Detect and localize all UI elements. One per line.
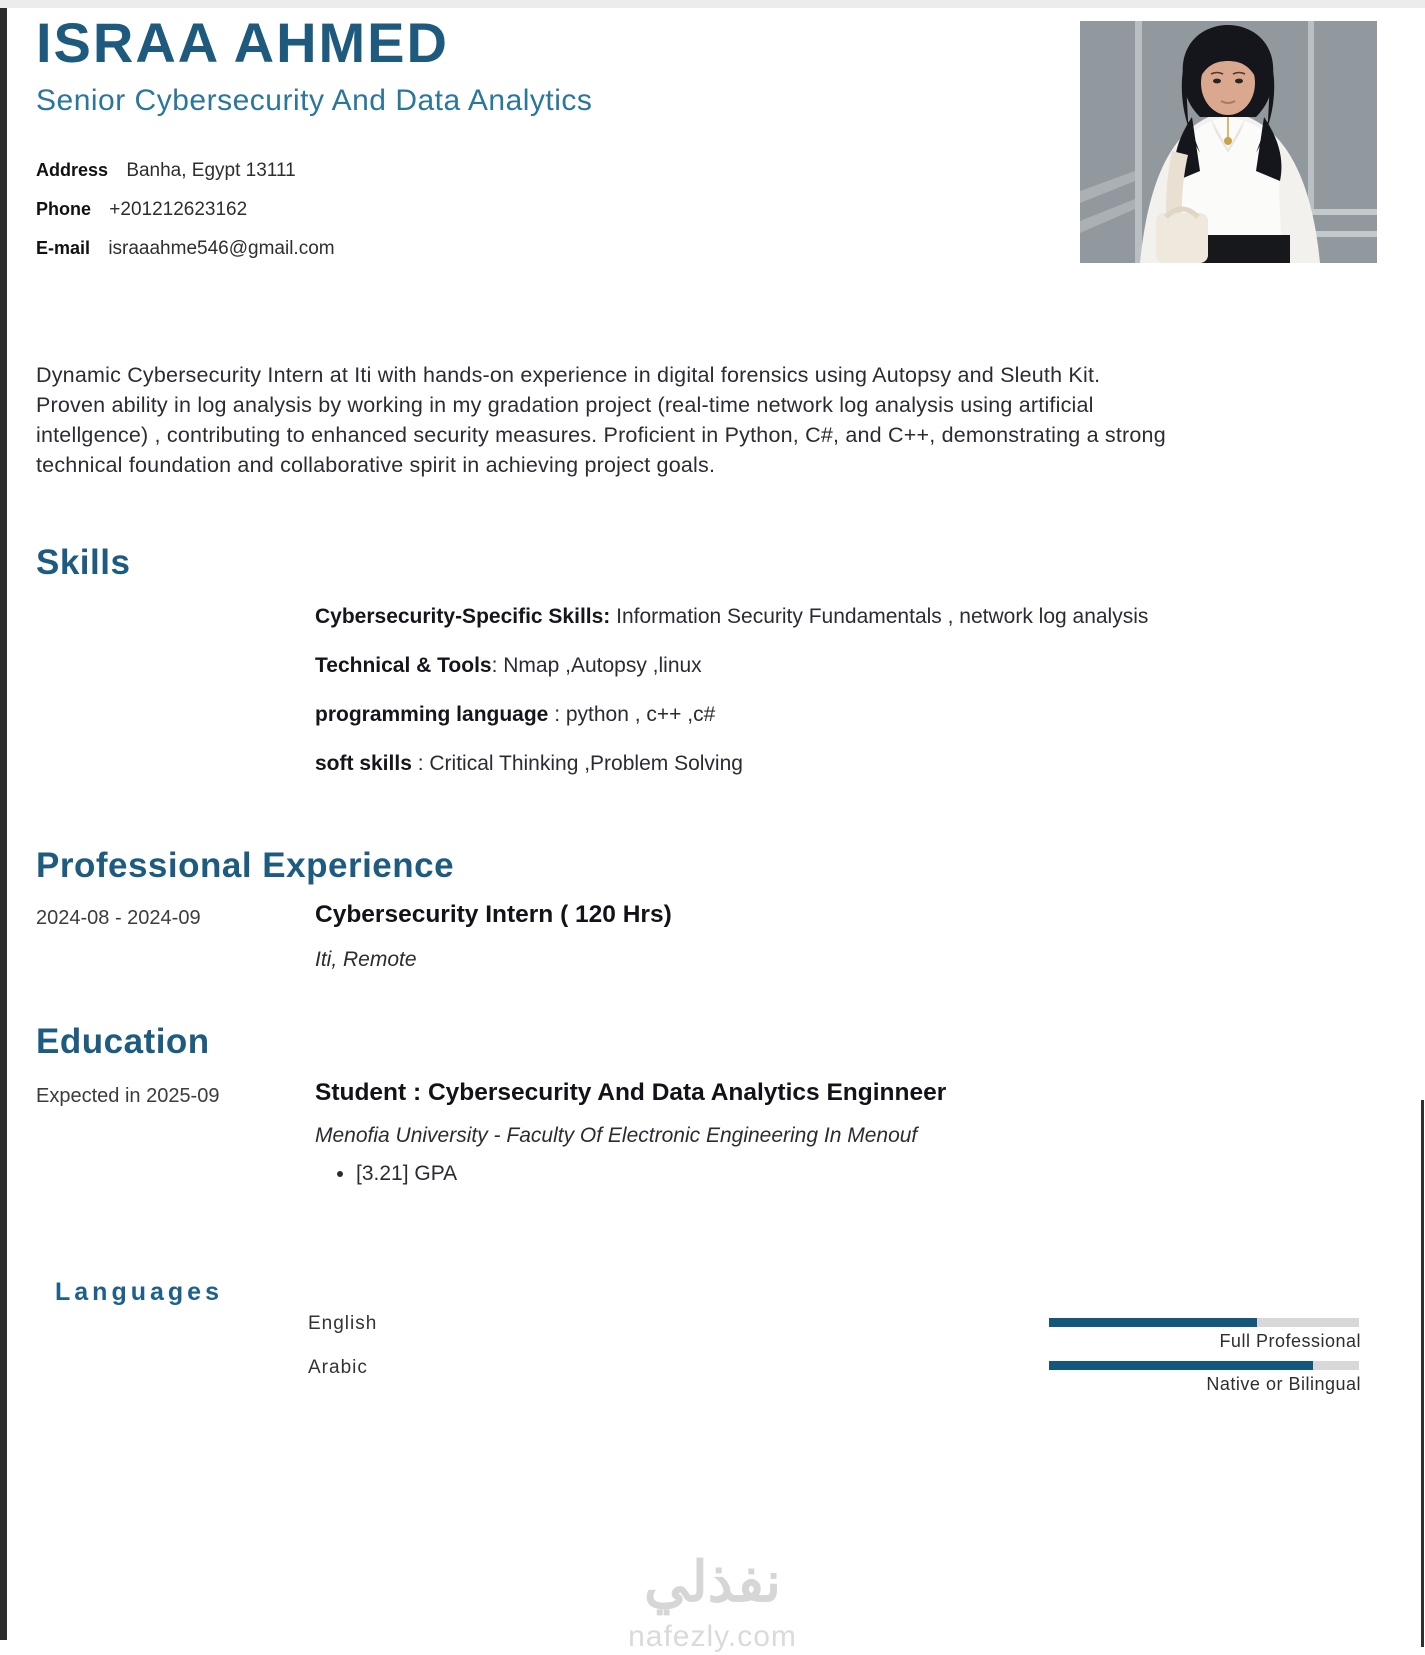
language-bar-fill (1049, 1318, 1257, 1327)
nafezly-domain: nafezly.com (628, 1620, 797, 1653)
education-dates: Expected in 2025-09 (36, 1085, 220, 1107)
language-level-english: Full Professional (1219, 1331, 1361, 1351)
contact-row-email (36, 238, 335, 260)
contact-block (36, 160, 335, 277)
skills-list (315, 602, 1175, 798)
experience-organization: Iti, Remote (315, 948, 417, 971)
language-level-arabic: Native or Bilingual (1206, 1374, 1361, 1394)
education-title: Student : Cybersecurity And Data Analytics Enginneer (315, 1079, 947, 1106)
gpa-bullet: • [3.21] GPA (356, 1162, 457, 1186)
experience-title: Cybersecurity Intern ( 120 Hrs) (315, 901, 672, 928)
candidate-name: ISRAA AHMED (36, 11, 449, 74)
phone-value: +201212623162 (109, 199, 248, 220)
watermark (0, 1552, 1425, 1654)
language-bar-english (1049, 1318, 1359, 1327)
contact-row-address (36, 160, 335, 182)
skill-value: : Critical Thinking ,Problem Solving (411, 752, 743, 775)
candidate-title: Senior Cybersecurity And Data Analytics (36, 84, 593, 117)
email-label: E-mail (36, 238, 91, 258)
skill-label: programming language (315, 703, 549, 726)
skill-value: Information Security Fundamentals , network log analysis (610, 605, 1149, 628)
profile-photo-illustration (1080, 21, 1377, 263)
education-heading: Education (36, 1022, 210, 1061)
phone-label: Phone (36, 199, 92, 219)
language-name-arabic: Arabic (308, 1357, 368, 1378)
education-organization: Menofia University - Faculty Of Electronic Engineering In Menouf (315, 1124, 918, 1147)
skill-value: : python , c++ ,c# (548, 703, 716, 726)
language-bar-fill (1049, 1361, 1313, 1370)
language-bar-arabic (1049, 1361, 1359, 1370)
experience-heading: Professional Experience (36, 846, 455, 885)
skill-item-programming (315, 700, 1175, 730)
address-value: Banha, Egypt 13111 (126, 160, 296, 181)
languages-heading: Languages (55, 1278, 223, 1306)
contact-row-phone (36, 199, 335, 221)
window-top-strip (0, 0, 1425, 8)
skill-label: soft skills (315, 752, 412, 775)
language-name-english: English (308, 1313, 378, 1334)
skill-item-soft (315, 749, 1175, 779)
skills-heading: Skills (36, 543, 131, 582)
skill-label: Technical & Tools (315, 654, 492, 677)
skill-item-tools (315, 651, 1175, 681)
email-value: israaahme546@gmail.com (108, 238, 335, 259)
skill-label: Cybersecurity-Specific Skills: (315, 605, 611, 628)
education-bullets (338, 1162, 457, 1186)
address-label: Address (36, 160, 109, 180)
professional-summary: Dynamic Cybersecurity Intern at Iti with hands-on experience in digital forensics using Autopsy and Sleuth Kit. Proven ability in log analysis by working in my gradation project (real-time network log analysis using artificial intellgence) , contributing to enhanced security measures. Proficient in Python, C#, and C++, demonstrating a strong technical foundation and collaborative spirit in achieving project goals. (36, 363, 1166, 477)
nafezly-logo: نفذلي (643, 1550, 782, 1613)
profile-photo (1080, 21, 1377, 263)
skill-item-cybersecurity (315, 602, 1175, 632)
experience-dates: 2024-08 - 2024-09 (36, 907, 201, 929)
window-left-edge (0, 8, 7, 1640)
skill-value: : Nmap ,Autopsy ,linux (491, 654, 702, 677)
